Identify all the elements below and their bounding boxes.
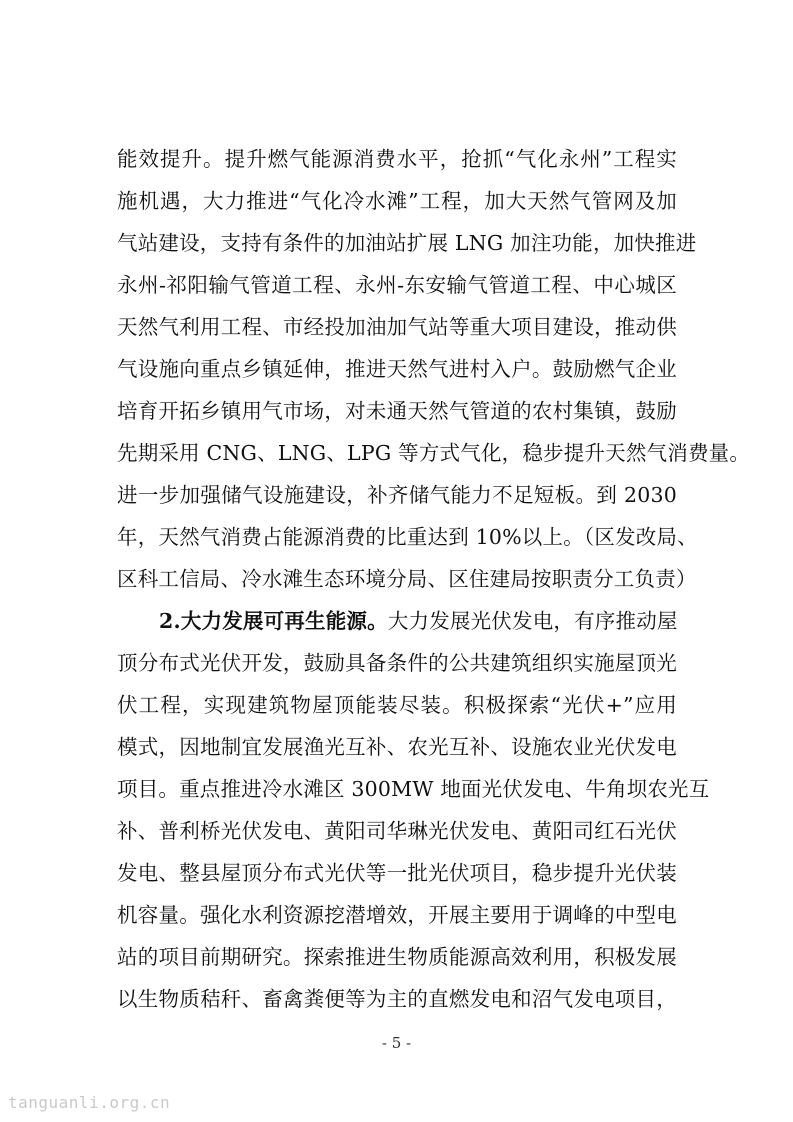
body-text-line: 气设施向重点乡镇延伸，推进天然气进村入户。鼓励燃气企业 (117, 357, 677, 381)
body-text-line: 模式，因地制宜发展渔光互补、农光互补、设施农业光伏发电 (117, 735, 677, 759)
body-text-line: 能效提升。提升燃气能源消费水平，抢抓“气化永州”工程实 (117, 147, 677, 171)
body-text-line: 发电、整县屋顶分布式光伏等一批光伏项目，稳步提升光伏装 (117, 861, 677, 885)
body-text-line: 先期采用 CNG、LNG、LPG 等方式气化，稳步提升天然气消费量。 (117, 441, 751, 465)
body-text-line: 项目。重点推进冷水滩区 300MW 地面光伏发电、牛角坝农光互 (117, 777, 710, 801)
body-text-line: 气站建设，支持有条件的加油站扩展 LNG 加注功能，加快推进 (117, 231, 697, 255)
body-text-line: 永州-祁阳输气管道工程、永州-东安输气管道工程、中心城区 (117, 273, 677, 297)
body-text-line: 机容量。强化水利资源挖潜增效，开展主要用于调峰的中型电 (117, 903, 677, 927)
section-heading: 2.大力发展可再生能源。 (159, 609, 388, 633)
body-text-line: 伏工程，实现建筑物屋顶能装尽装。积极探索“光伏+”应用 (117, 693, 677, 717)
body-text-line: 进一步加强储气设施建设，补齐储气能力不足短板。到 2030 (117, 483, 677, 507)
watermark-text: tanguanli.org.cn (8, 1093, 171, 1112)
body-text-line: 站的项目前期研究。探索推进生物质能源高效利用，积极发展 (117, 945, 677, 969)
body-text-line: 培育开拓乡镇用气市场，对未通天然气管道的农村集镇，鼓励 (117, 399, 677, 423)
body-text-line: 区科工信局、冷水滩生态环境分局、区住建局按职责分工负责） (117, 567, 697, 591)
body-text-line: 顶分布式光伏开发，鼓励具备条件的公共建筑组织实施屋顶光 (117, 651, 677, 675)
body-text-line: 天然气利用工程、市经投加油加气站等重大项目建设，推动供 (117, 315, 677, 339)
body-text-line: 年，天然气消费占能源消费的比重达到 10%以上。（区发改局、 (117, 525, 698, 549)
body-text-line: 以生物质秸秆、畜禽粪便等为主的直燃发电和沼气发电项目， (117, 987, 677, 1011)
paragraph-heading-line (159, 606, 677, 636)
body-text-span: 大力发展光伏发电，有序推动屋 (387, 609, 678, 633)
body-text-line: 施机遇，大力推进“气化冷水滩”工程，加大天然气管网及加 (117, 189, 677, 213)
body-text-line: 补、普利桥光伏发电、黄阳司华琳光伏发电、黄阳司红石光伏 (117, 819, 677, 843)
page-number: - 5 - (381, 1034, 412, 1052)
